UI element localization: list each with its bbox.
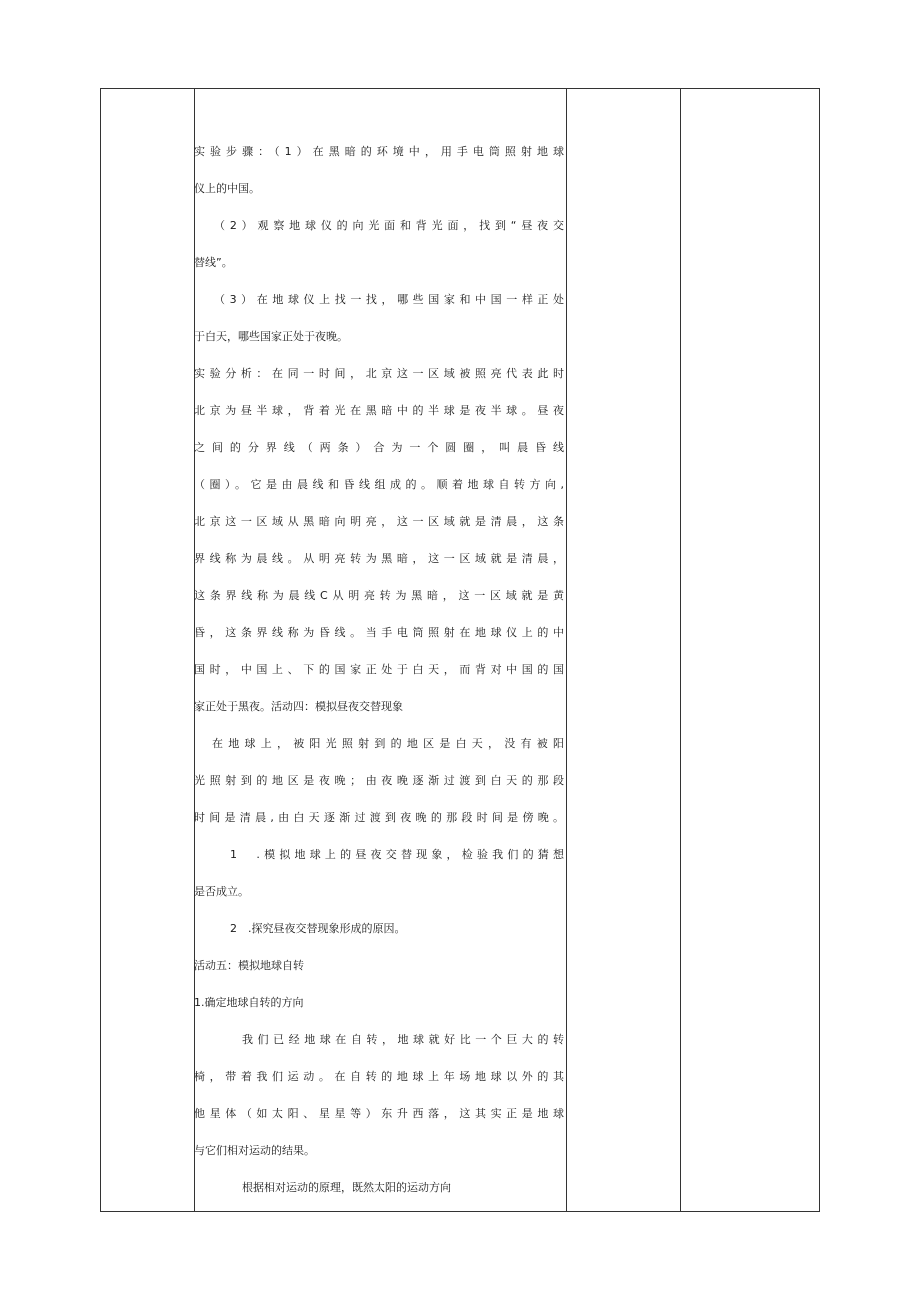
- text-line: 1 .模拟地球上的昼夜交替现象，检验我们的猜想: [230, 848, 564, 861]
- text-line: 家正处于黑夜。活动四：模拟昼夜交替现象: [194, 700, 403, 713]
- text-line: 替线”。: [194, 256, 233, 269]
- table-cell-third: [567, 89, 680, 1211]
- text-line: （圈）。它是由晨线和昏线组成的。顺着地球自转方向,: [194, 478, 564, 491]
- text-line: 国时，中国上、下的国家正处于白天，而背对中国的国: [194, 663, 564, 676]
- text-line: 仪上的中国。: [194, 182, 260, 195]
- text-line: 界线称为晨线。从明亮转为黑暗，这一区域就是清晨，: [194, 552, 564, 565]
- text-line: 与它们相对运动的结果。: [194, 1144, 315, 1157]
- text-line: 是否成立。: [194, 885, 249, 898]
- text-line: 他星体（如太阳、星星等）东升西落，这其实正是地球: [194, 1107, 564, 1120]
- table-cell-fourth: [681, 89, 819, 1211]
- text-line: 2 .探究昼夜交替现象形成的原因。: [230, 922, 406, 935]
- text-line: 实验分析：在同一时间，北京这一区域被照亮代表此时: [194, 367, 564, 380]
- table-cell-content: [194, 89, 566, 1211]
- text-line: 时间是清晨,由白天逐渐过渡到夜晚的那段时间是傍晚。: [194, 811, 564, 824]
- text-line: 光照射到的地区是夜晚；由夜晚逐渐过渡到白天的那段: [194, 774, 564, 787]
- text-line: 椅，带着我们运动。在自转的地球上年场地球以外的其: [194, 1070, 564, 1083]
- text-line: 活动五：模拟地球自转: [194, 959, 304, 972]
- text-line: 我们已经地球在自转，地球就好比一个巨大的转: [242, 1033, 564, 1046]
- text-line: 于白天，哪些国家正处于夜晚。: [194, 330, 348, 343]
- text-line: 在地球上，被阳光照射到的地区是白天，没有被阳: [212, 737, 564, 750]
- text-line: 根据相对运动的原理，既然太阳的运动方向: [242, 1181, 451, 1194]
- text-line: 之间的分界线（两条）合为一个圆圈，叫晨昏线: [194, 441, 564, 454]
- text-line: 这条界线称为晨线C从明亮转为黑暗，这一区域就是黄: [194, 589, 564, 602]
- text-line: （3）在地球仪上找一找，哪些国家和中国一样正处: [214, 293, 564, 306]
- text-line: 实验步骤：（1）在黑暗的环境中，用手电筒照射地球: [194, 145, 564, 158]
- text-line: 北京为昼半球，背着光在黑暗中的半球是夜半球。昼夜: [194, 404, 564, 417]
- text-line: 昏，这条界线称为昏线。当手电筒照射在地球仪上的中: [194, 626, 564, 639]
- lesson-plan-table: [100, 88, 820, 1212]
- text-line: （2）观察地球仪的向光面和背光面，找到“昼夜交: [214, 219, 564, 232]
- table-cell-left: [101, 89, 194, 1211]
- text-line: 北京这一区域从黑暗向明亮，这一区域就是清晨，这条: [194, 515, 564, 528]
- text-line: 1.确定地球自转的方向: [194, 996, 304, 1009]
